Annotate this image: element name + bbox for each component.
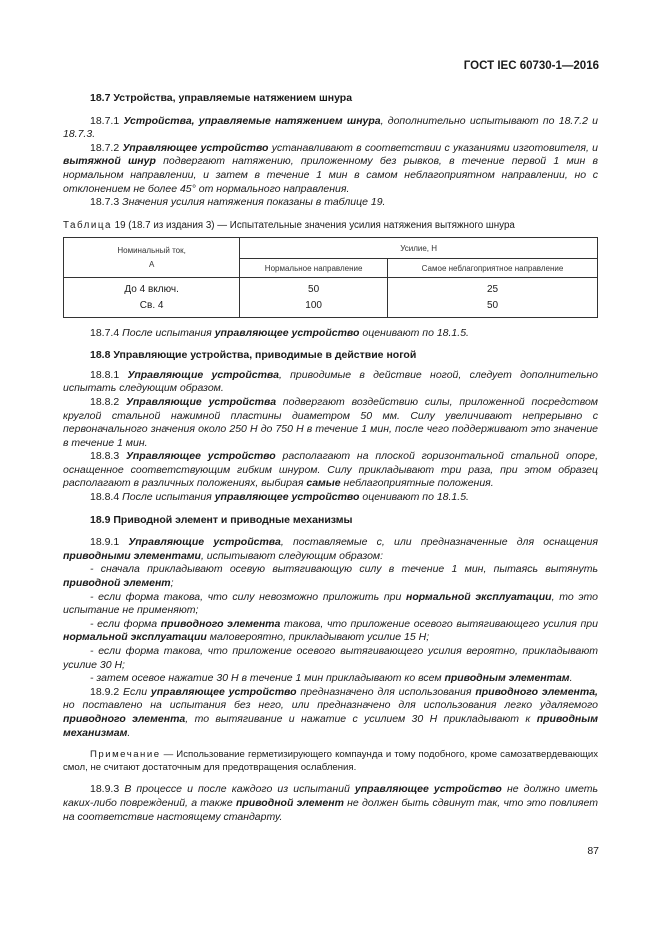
paragraph-18-8-4: [63, 491, 598, 505]
term: Управляющее устройство: [122, 141, 269, 154]
list-item: [63, 618, 598, 645]
term: приводной элемент: [63, 577, 171, 590]
table-header-row: [64, 238, 598, 259]
term: приводными элементами: [63, 549, 201, 562]
list-item: [63, 672, 598, 686]
cell-current: Св. 4: [64, 298, 240, 317]
paragraph-18-7-1: [63, 115, 598, 142]
text: маловероятно, прикладывают усилие 15 Н;: [206, 631, 430, 644]
clause-number: 18.8.2: [90, 395, 120, 408]
term: управляющее устройство: [214, 326, 360, 339]
text: , испытывают следующим образом:: [200, 549, 384, 562]
term: Управляющие устройства: [126, 395, 277, 408]
text: такова, что приложение осевого вытягивающего усилия при: [280, 617, 598, 630]
term: приводного элемента: [160, 617, 281, 630]
clause-number: 18.7.2: [90, 141, 120, 154]
clause-number: 18.9.1: [90, 536, 120, 549]
term: приводного элемента,: [475, 685, 598, 698]
term: приводным механизмам: [63, 712, 599, 739]
text: неблагоприятные положения.: [340, 477, 494, 490]
spacer: [63, 774, 598, 783]
page-content: [63, 92, 598, 824]
text: устанавливают в соответствии с указаниями изготовителя, и: [268, 141, 599, 154]
caption-label: Таблица: [63, 219, 112, 231]
spacer: [63, 340, 598, 349]
list-item: [63, 591, 598, 618]
clause-number: 18.7.1: [90, 114, 120, 127]
text: - если форма: [90, 617, 161, 630]
text: ;: [170, 577, 174, 590]
paragraph-18-8-1: [63, 369, 598, 396]
clause-number: 18.8.4: [90, 491, 120, 504]
text: После испытания: [119, 326, 215, 339]
text: подвергают воздействию силы, приложенной посредством круглой стальной нажимной пластины диаметром 50 мм. Силу увеличивают непрерывно с первоначального значения около 250 Н до 750 Н в течение 1 мин, после чего поддерживают это значение в течение 1 мин.: [63, 395, 598, 449]
text: - сначала прикладывают осевую вытягивающую силу в течение 1 мин, пытаясь вытянуть: [90, 563, 598, 576]
cell-worst: 50: [388, 298, 598, 317]
header-rated-current: [64, 238, 240, 278]
text: Если: [119, 685, 151, 698]
cell-current: До 4 включ.: [64, 278, 240, 298]
list-item: [63, 563, 598, 590]
spacer: [63, 106, 598, 115]
term: приводного элемента: [63, 712, 186, 725]
text: , поставляемые с, или предназначенные для оснащения: [280, 536, 598, 549]
spacer: [63, 318, 598, 327]
paragraph-18-7-2: [63, 142, 598, 196]
text: , приводимые в действие ногой, следует дополнительно испытать следующим образом.: [63, 368, 599, 395]
term: нормальной эксплуатации: [63, 631, 207, 644]
text: располагают на плоской горизонтальной стальной опоре, оснащенное соответствующим гибким шнуром. Силу прикладывают три раза, при этом образец располагают в различных положениях, выбирая: [63, 450, 599, 490]
spacer: [63, 210, 598, 219]
text: Значения усилия натяжения показаны в таблице 19.: [122, 196, 386, 209]
paragraph-18-9-1: [63, 536, 598, 563]
clause-number: 18.8.1: [90, 368, 120, 381]
paragraph-18-9-2: [63, 686, 598, 740]
term: нормальной эксплуатации: [405, 590, 552, 603]
text: не должен быть сдвинут так, что это повлияет на соответствие настоящему стандарту.: [63, 796, 599, 823]
section-18-8-heading: 18.8 Управляющие устройства, приводимые в действие ногой: [90, 349, 417, 362]
text: В процессе и после каждого из испытаний: [119, 783, 355, 796]
standard-designation: ГОСТ IEC 60730-1—2016: [463, 60, 599, 72]
term: приводной элемент: [235, 796, 344, 809]
paragraph-18-9-3: [63, 783, 598, 824]
text: оценивают по 18.1.5.: [359, 326, 469, 339]
header-line: А: [148, 259, 155, 269]
text: - если форма такова, что силу невозможно приложить при: [90, 590, 406, 603]
text: .: [569, 672, 573, 685]
paragraph-18-8-2: [63, 396, 598, 450]
term: управляющее устройство: [214, 491, 360, 504]
section-18-7-heading: 18.7 Устройства, управляемые натяжением шнура: [90, 92, 353, 104]
clause-number: 18.7.3: [90, 196, 120, 209]
section-18-9-heading: 18.9 Приводной элемент и приводные механизмы: [90, 513, 353, 526]
table-row: [64, 298, 598, 317]
text: , то вытягивание и нажатие с усилием 30 Н прикладывают к: [185, 712, 537, 725]
text: .: [127, 726, 131, 739]
paragraph-18-7-3: [63, 196, 598, 210]
paragraph-18-7-4: [63, 327, 598, 341]
note-label: Примечание: [90, 749, 161, 761]
term: Управляющие устройства: [128, 536, 281, 549]
term: Устройства, управляемые натяжением шнура: [123, 114, 381, 127]
text: - затем осевое нажатие 30 Н в течение 1 мин прикладывают ко всем: [90, 672, 445, 685]
text: но поставлено на испытания без него, или предназначено для использования легко удаляемого: [63, 699, 598, 712]
term: Управляющие устройства: [127, 368, 279, 381]
spacer: [63, 505, 598, 514]
text: подвергают натяжению, приложенному без рывков, в течение первой 1 мин в нормальном направлении, и затем в течение 1 мин в самом неблагоприятном направлении, но с отклонением не более 45° от нормального направления.: [63, 155, 598, 195]
term: управляющее устройство: [150, 685, 297, 698]
cell-normal: 50: [240, 278, 388, 298]
clause-number: 18.9.3: [90, 783, 120, 796]
clause-number: 18.8.3: [90, 450, 120, 463]
header-line: Номинальный ток,: [117, 246, 186, 256]
term: приводным элементам: [444, 672, 570, 685]
note-text: — Использование герметизирующего компаунда и тому подобного, кроме самозатвердевающих смол, не считают достаточным для предотвращения ослабления.: [63, 749, 598, 773]
text: , дополнительно испытывают по 18.7.2 и 18.7.3.: [63, 114, 598, 141]
note: [63, 749, 598, 774]
header-force: Усилие, Н: [240, 238, 598, 259]
header-worst-direction: Самое неблагоприятное направление: [388, 259, 598, 278]
term: самые: [306, 477, 341, 490]
term: Управляющее устройство: [126, 450, 276, 463]
spacer: [63, 740, 598, 749]
header-normal-direction: Нормальное направление: [240, 259, 388, 278]
cell-worst: 25: [388, 278, 598, 298]
page-number: 87: [587, 845, 599, 857]
spacer: [63, 527, 598, 536]
clause-number: 18.7.4: [90, 326, 120, 339]
text: предназначено для использования: [296, 685, 476, 698]
clause-number: 18.9.2: [90, 685, 120, 698]
text: , то это испытание не применяют;: [63, 590, 598, 617]
table-19-caption: [63, 219, 598, 233]
list-item: - если форма такова, что приложение осевого вытягивающего усилия вероятно, прикладывают усилие 30 Н;: [63, 645, 598, 671]
caption-text: 19 (18.7 из издания 3) — Испытательные значения усилия натяжения вытяжного шнура: [111, 219, 515, 231]
text: не должно иметь каких-либо повреждений, а также: [63, 783, 598, 809]
text: оценивают по 18.1.5.: [359, 491, 469, 504]
text: После испытания: [119, 491, 215, 504]
term: управляющее устройство: [354, 783, 502, 796]
table-row: [64, 278, 598, 298]
term: вытяжной шнур: [63, 155, 156, 168]
paragraph-18-8-3: [63, 450, 598, 491]
cell-normal: 100: [240, 298, 388, 317]
table-19: [63, 237, 598, 317]
